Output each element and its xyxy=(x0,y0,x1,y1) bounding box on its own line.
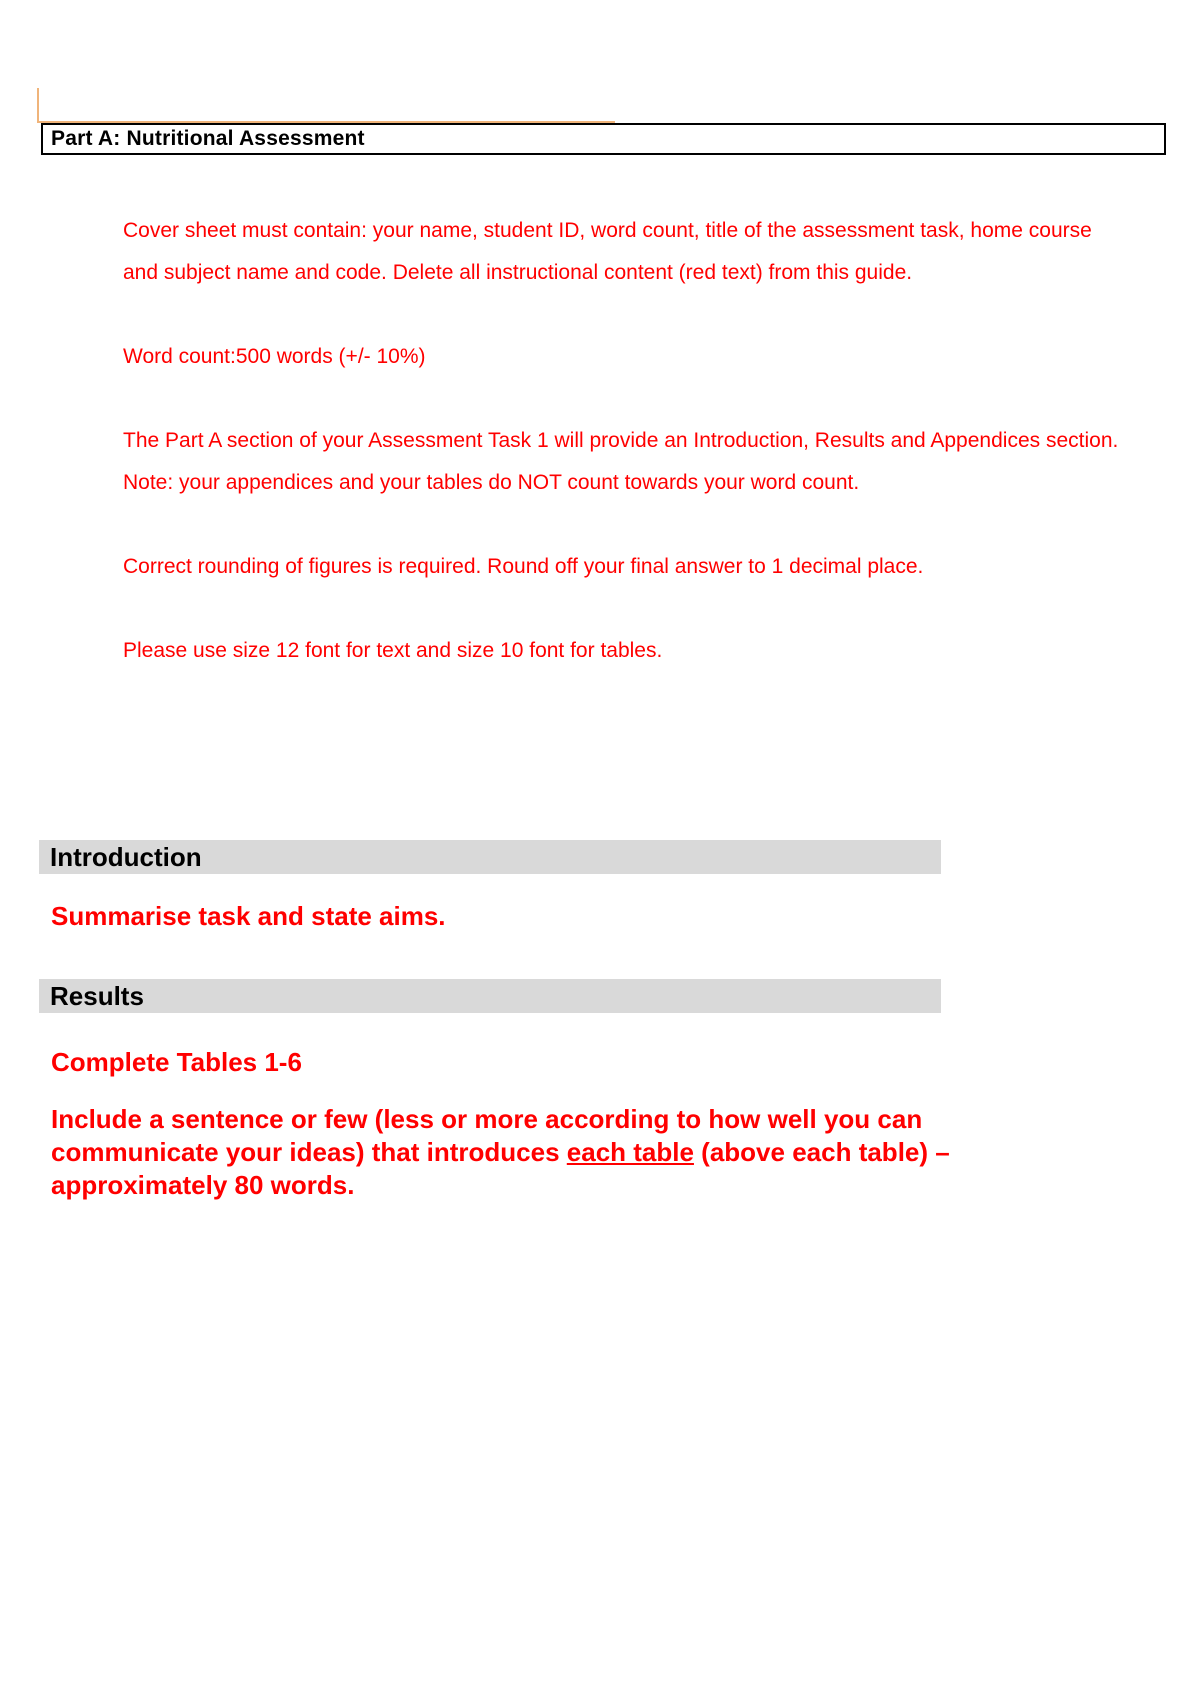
corner-mark-vertical xyxy=(37,88,39,122)
results-heading: Results xyxy=(39,979,941,1013)
instructions-block xyxy=(123,210,1123,714)
introduction-instruction: Summarise task and state aims. xyxy=(51,901,446,931)
font-instruction: Please use size 12 font for text and size 10 font for tables. xyxy=(123,639,663,662)
part-a-header: Part A: Nutritional Assessment xyxy=(41,123,1166,155)
include-text-after: (above each table) – approximately 80 words. xyxy=(51,1137,950,1200)
each-table-underlined: each table xyxy=(566,1137,694,1167)
cover-sheet-instruction: Cover sheet must contain: your name, student ID, word count, title of the assessment task, home course and subject name and code. Delete all instructional content (red text) from this guide. xyxy=(123,219,1092,284)
include-sentence-instruction xyxy=(51,1103,1051,1202)
word-count-instruction: Word count:500 words (+/- 10%) xyxy=(123,345,426,368)
complete-tables-instruction: Complete Tables 1-6 xyxy=(51,1047,302,1077)
include-text-before: Include a sentence or few (less or more according to how well you can communicate your ideas) that introduces xyxy=(51,1104,923,1167)
rounding-instruction: Correct rounding of figures is required. Round off your final answer to 1 decimal place. xyxy=(123,555,924,578)
sections-instruction: The Part A section of your Assessment Task 1 will provide an Introduction, Results and Appendices section. Note: your appendices and your tables do NOT count towards your word count. xyxy=(123,429,1119,494)
introduction-heading: Introduction xyxy=(39,840,941,874)
